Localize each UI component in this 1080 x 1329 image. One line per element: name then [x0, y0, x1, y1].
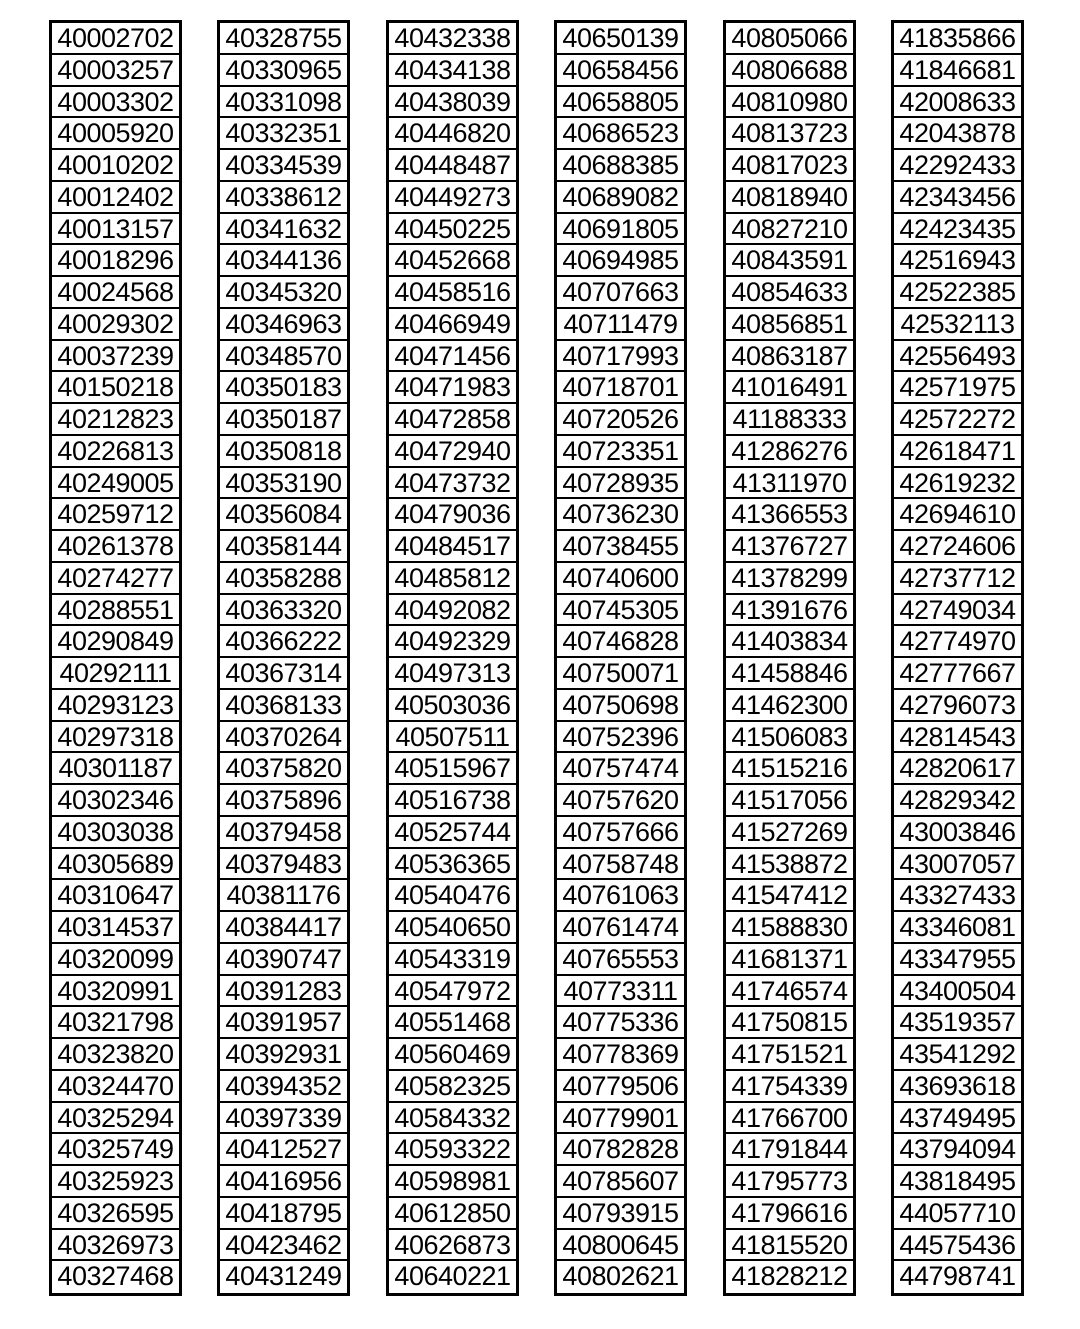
number-cell: 41754339 — [726, 1071, 853, 1103]
number-cell: 40423462 — [220, 1230, 347, 1262]
number-cell: 43794094 — [894, 1134, 1021, 1166]
number-cell: 40856851 — [726, 309, 853, 341]
number-cell: 40321798 — [52, 1007, 179, 1039]
number-cell: 42522385 — [894, 277, 1021, 309]
number-cell: 40507511 — [389, 722, 516, 754]
number-cell: 40612850 — [389, 1198, 516, 1230]
number-cell: 41458846 — [726, 658, 853, 690]
number-cell: 40688385 — [557, 150, 684, 182]
number-cell: 40431249 — [225, 1261, 342, 1292]
number-cell: 40274277 — [52, 563, 179, 595]
number-cell: 40005920 — [52, 118, 179, 150]
number-cell: 40366222 — [220, 626, 347, 658]
number-column-6 — [891, 20, 1024, 1296]
number-cell: 40310647 — [52, 880, 179, 912]
number-cell: 40785607 — [557, 1166, 684, 1198]
number-cell: 40691805 — [557, 214, 684, 246]
number-cell: 40325749 — [52, 1134, 179, 1166]
number-cell: 41527269 — [726, 817, 853, 849]
number-cell: 40810980 — [726, 87, 853, 119]
number-cell: 40448487 — [389, 150, 516, 182]
number-cell: 40375820 — [220, 753, 347, 785]
number-cell: 40356084 — [220, 499, 347, 531]
number-cell: 40471983 — [389, 372, 516, 404]
number-cell: 41391676 — [726, 595, 853, 627]
number-cell: 40765553 — [557, 944, 684, 976]
number-cell: 40344136 — [220, 245, 347, 277]
number-cell: 40694985 — [557, 245, 684, 277]
number-cell: 40761063 — [557, 880, 684, 912]
number-cell: 40290849 — [52, 626, 179, 658]
number-cell: 41751521 — [726, 1039, 853, 1071]
number-cell: 40793915 — [557, 1198, 684, 1230]
number-cell: 40525744 — [389, 817, 516, 849]
number-cell: 40536365 — [389, 849, 516, 881]
number-cell: 41791844 — [726, 1134, 853, 1166]
number-cell: 41016491 — [726, 372, 853, 404]
number-cell: 40432338 — [389, 23, 516, 55]
number-cell: 40327468 — [57, 1261, 174, 1292]
number-cell: 40003302 — [52, 87, 179, 119]
number-cell: 40689082 — [557, 182, 684, 214]
number-cell: 40736230 — [557, 499, 684, 531]
number-cell: 40381176 — [220, 880, 347, 912]
number-cell: 40515967 — [389, 753, 516, 785]
number-cell: 40582325 — [389, 1071, 516, 1103]
number-cell: 40761474 — [557, 912, 684, 944]
number-cell: 41366553 — [726, 499, 853, 531]
number-cell: 40390747 — [220, 944, 347, 976]
number-cell: 40775336 — [557, 1007, 684, 1039]
number-cell: 40540476 — [389, 880, 516, 912]
number-cell: 41835866 — [894, 23, 1021, 55]
number-cell: 40330965 — [220, 55, 347, 87]
number-cell: 40773311 — [557, 976, 684, 1008]
number-cell: 40226813 — [52, 436, 179, 468]
number-cell: 42820617 — [894, 753, 1021, 785]
number-cell: 41681371 — [726, 944, 853, 976]
number-cell: 40358288 — [220, 563, 347, 595]
number-cell: 40758748 — [557, 849, 684, 881]
number-cell: 40379458 — [220, 817, 347, 849]
number-cell: 40370264 — [220, 722, 347, 754]
number-cell: 40805066 — [726, 23, 853, 55]
number-cell: 40752396 — [557, 722, 684, 754]
number-cell: 40350187 — [220, 404, 347, 436]
number-cell: 40686523 — [557, 118, 684, 150]
number-cell: 40723351 — [557, 436, 684, 468]
number-cell: 42423435 — [894, 214, 1021, 246]
number-cell: 40434138 — [389, 55, 516, 87]
number-cell: 40375896 — [220, 785, 347, 817]
number-cell: 40449273 — [389, 182, 516, 214]
number-cell: 40326973 — [52, 1230, 179, 1262]
number-cell: 42571975 — [894, 372, 1021, 404]
number-cell: 40249005 — [52, 468, 179, 500]
number-cell: 44575436 — [894, 1230, 1021, 1262]
number-cell: 40479036 — [389, 499, 516, 531]
number-cell: 41766700 — [726, 1103, 853, 1135]
number-cell: 41538872 — [726, 849, 853, 881]
number-cell: 40497313 — [389, 658, 516, 690]
number-cell: 41588830 — [726, 912, 853, 944]
number-cell: 41796616 — [726, 1198, 853, 1230]
number-cell: 40297318 — [52, 722, 179, 754]
number-cell: 40438039 — [389, 87, 516, 119]
number-cell: 40584332 — [389, 1103, 516, 1135]
number-cell: 40292111 — [52, 658, 179, 690]
number-cell: 40779506 — [557, 1071, 684, 1103]
number-cell: 40757666 — [557, 817, 684, 849]
number-cell: 40779901 — [557, 1103, 684, 1135]
number-cell: 40320991 — [52, 976, 179, 1008]
number-cell: 40472940 — [389, 436, 516, 468]
number-cell: 42749034 — [894, 595, 1021, 627]
number-cell: 40854633 — [726, 277, 853, 309]
number-cell: 40345320 — [220, 277, 347, 309]
number-cell: 40843591 — [726, 245, 853, 277]
number-cell: 42008633 — [894, 87, 1021, 119]
number-cell: 40750071 — [557, 658, 684, 690]
number-cell: 40598981 — [389, 1166, 516, 1198]
number-cell: 42814543 — [894, 722, 1021, 754]
number-cell: 40029302 — [52, 309, 179, 341]
number-cell: 40013157 — [52, 214, 179, 246]
number-cell: 40261378 — [52, 531, 179, 563]
number-cell: 40711479 — [557, 309, 684, 341]
number-cell: 42292433 — [894, 150, 1021, 182]
number-cell: 40003257 — [52, 55, 179, 87]
number-cell: 40472858 — [389, 404, 516, 436]
number-cell: 40718701 — [557, 372, 684, 404]
number-cell: 41506083 — [726, 722, 853, 754]
number-cell: 42777667 — [894, 658, 1021, 690]
number-cell: 40658805 — [557, 87, 684, 119]
number-cell: 40446820 — [389, 118, 516, 150]
number-cell: 40516738 — [389, 785, 516, 817]
number-cell: 40379483 — [220, 849, 347, 881]
number-cell: 40325294 — [52, 1103, 179, 1135]
number-cell: 40326595 — [52, 1198, 179, 1230]
number-cell: 40010202 — [52, 150, 179, 182]
number-cell: 40350183 — [220, 372, 347, 404]
number-cell: 40800645 — [557, 1230, 684, 1262]
number-cell: 40466949 — [389, 309, 516, 341]
number-cell: 40293123 — [52, 690, 179, 722]
number-column-5 — [723, 20, 856, 1296]
number-cell: 40473732 — [389, 468, 516, 500]
number-cell: 43749495 — [894, 1103, 1021, 1135]
number-cell: 40418795 — [220, 1198, 347, 1230]
number-cell: 40288551 — [52, 595, 179, 627]
number-cell: 44057710 — [894, 1198, 1021, 1230]
number-cell: 40750698 — [557, 690, 684, 722]
number-cell: 41846681 — [894, 55, 1021, 87]
number-list-container — [0, 20, 1080, 1292]
number-cell: 42724606 — [894, 531, 1021, 563]
number-cell: 40593322 — [389, 1134, 516, 1166]
number-cell: 42572272 — [894, 404, 1021, 436]
number-cell: 41517056 — [726, 785, 853, 817]
number-cell: 40353190 — [220, 468, 347, 500]
number-cell: 40738455 — [557, 531, 684, 563]
number-cell: 40540650 — [389, 912, 516, 944]
number-cell: 40728935 — [557, 468, 684, 500]
number-cell: 40368133 — [220, 690, 347, 722]
number-cell: 40492329 — [389, 626, 516, 658]
number-cell: 40757620 — [557, 785, 684, 817]
number-cell: 40863187 — [726, 341, 853, 373]
number-cell: 40392931 — [220, 1039, 347, 1071]
number-cell: 42694610 — [894, 499, 1021, 531]
number-cell: 42829342 — [894, 785, 1021, 817]
number-cell: 40394352 — [220, 1071, 347, 1103]
number-cell: 40543319 — [389, 944, 516, 976]
number-cell: 40303038 — [52, 817, 179, 849]
number-cell: 43400504 — [894, 976, 1021, 1008]
number-cell: 40452668 — [389, 245, 516, 277]
number-cell: 43003846 — [894, 817, 1021, 849]
number-cell: 41462300 — [726, 690, 853, 722]
number-cell: 40325923 — [52, 1166, 179, 1198]
number-cell: 40626873 — [389, 1230, 516, 1262]
number-cell: 43347955 — [894, 944, 1021, 976]
number-cell: 40305689 — [52, 849, 179, 881]
number-cell: 40320099 — [52, 944, 179, 976]
number-cell: 40707663 — [557, 277, 684, 309]
number-cell: 44798741 — [899, 1261, 1016, 1292]
number-cell: 43541292 — [894, 1039, 1021, 1071]
number-cell: 40324470 — [52, 1071, 179, 1103]
number-cell: 40560469 — [389, 1039, 516, 1071]
number-cell: 41286276 — [726, 436, 853, 468]
number-cell: 42774970 — [894, 626, 1021, 658]
number-cell: 40350818 — [220, 436, 347, 468]
number-cell: 41403834 — [726, 626, 853, 658]
number-cell: 40341632 — [220, 214, 347, 246]
number-cell: 40746828 — [557, 626, 684, 658]
number-cell: 40348570 — [220, 341, 347, 373]
number-cell: 40720526 — [557, 404, 684, 436]
number-cell: 40813723 — [726, 118, 853, 150]
number-cell: 40827210 — [726, 214, 853, 246]
number-cell: 40640221 — [394, 1261, 511, 1292]
number-cell: 40331098 — [220, 87, 347, 119]
number-cell: 40547972 — [389, 976, 516, 1008]
number-cell: 40334539 — [220, 150, 347, 182]
number-cell: 43818495 — [894, 1166, 1021, 1198]
number-cell: 41828212 — [731, 1261, 848, 1292]
number-cell: 40346963 — [220, 309, 347, 341]
number-cell: 42556493 — [894, 341, 1021, 373]
number-column-4 — [554, 20, 687, 1296]
number-cell: 41815520 — [726, 1230, 853, 1262]
number-cell: 42737712 — [894, 563, 1021, 595]
number-cell: 40391957 — [220, 1007, 347, 1039]
number-cell: 41515216 — [726, 753, 853, 785]
number-cell: 40485812 — [389, 563, 516, 595]
number-cell: 41378299 — [726, 563, 853, 595]
number-cell: 40212823 — [52, 404, 179, 436]
number-cell: 40323820 — [52, 1039, 179, 1071]
number-cell: 41376727 — [726, 531, 853, 563]
number-cell: 40717993 — [557, 341, 684, 373]
number-cell: 41547412 — [726, 880, 853, 912]
number-cell: 40416956 — [220, 1166, 347, 1198]
number-column-1 — [49, 20, 182, 1296]
number-cell: 43693618 — [894, 1071, 1021, 1103]
number-cell: 40818940 — [726, 182, 853, 214]
number-cell: 40259712 — [52, 499, 179, 531]
number-cell: 40450225 — [389, 214, 516, 246]
number-cell: 40745305 — [557, 595, 684, 627]
number-cell: 41795773 — [726, 1166, 853, 1198]
number-cell: 41746574 — [726, 976, 853, 1008]
number-cell: 43007057 — [894, 849, 1021, 881]
number-cell: 40012402 — [52, 182, 179, 214]
number-cell: 43327433 — [894, 880, 1021, 912]
number-cell: 40301187 — [52, 753, 179, 785]
number-cell: 40484517 — [389, 531, 516, 563]
number-cell: 40757474 — [557, 753, 684, 785]
number-cell: 42619232 — [894, 468, 1021, 500]
number-cell: 41188333 — [726, 404, 853, 436]
number-cell: 40363320 — [220, 595, 347, 627]
number-cell: 40384417 — [220, 912, 347, 944]
number-cell: 40332351 — [220, 118, 347, 150]
number-cell: 42043878 — [894, 118, 1021, 150]
number-cell: 40358144 — [220, 531, 347, 563]
number-cell: 40150218 — [52, 372, 179, 404]
number-cell: 40551468 — [389, 1007, 516, 1039]
number-cell: 40740600 — [557, 563, 684, 595]
number-cell: 40802621 — [562, 1261, 679, 1292]
number-cell: 41750815 — [726, 1007, 853, 1039]
number-cell: 42343456 — [894, 182, 1021, 214]
number-cell: 40458516 — [389, 277, 516, 309]
number-cell: 40391283 — [220, 976, 347, 1008]
number-cell: 40024568 — [52, 277, 179, 309]
number-cell: 40314537 — [52, 912, 179, 944]
number-cell: 40302346 — [52, 785, 179, 817]
number-cell: 40471456 — [389, 341, 516, 373]
number-cell: 43346081 — [894, 912, 1021, 944]
number-cell: 42618471 — [894, 436, 1021, 468]
number-column-3 — [386, 20, 519, 1296]
number-cell: 40782828 — [557, 1134, 684, 1166]
number-cell: 42532113 — [894, 309, 1021, 341]
number-cell: 40412527 — [220, 1134, 347, 1166]
number-cell: 40806688 — [726, 55, 853, 87]
number-cell: 40338612 — [220, 182, 347, 214]
number-cell: 40328755 — [220, 23, 347, 55]
number-cell: 40503036 — [389, 690, 516, 722]
number-cell: 40650139 — [557, 23, 684, 55]
number-cell: 40037239 — [52, 341, 179, 373]
number-cell: 40492082 — [389, 595, 516, 627]
number-cell: 40658456 — [557, 55, 684, 87]
number-cell: 42796073 — [894, 690, 1021, 722]
number-cell: 43519357 — [894, 1007, 1021, 1039]
number-cell: 40817023 — [726, 150, 853, 182]
number-cell: 42516943 — [894, 245, 1021, 277]
number-column-2 — [217, 20, 350, 1296]
number-cell: 40367314 — [220, 658, 347, 690]
number-cell: 41311970 — [726, 468, 853, 500]
number-cell: 40002702 — [52, 23, 179, 55]
number-cell: 40397339 — [220, 1103, 347, 1135]
number-cell: 40018296 — [52, 245, 179, 277]
number-cell: 40778369 — [557, 1039, 684, 1071]
